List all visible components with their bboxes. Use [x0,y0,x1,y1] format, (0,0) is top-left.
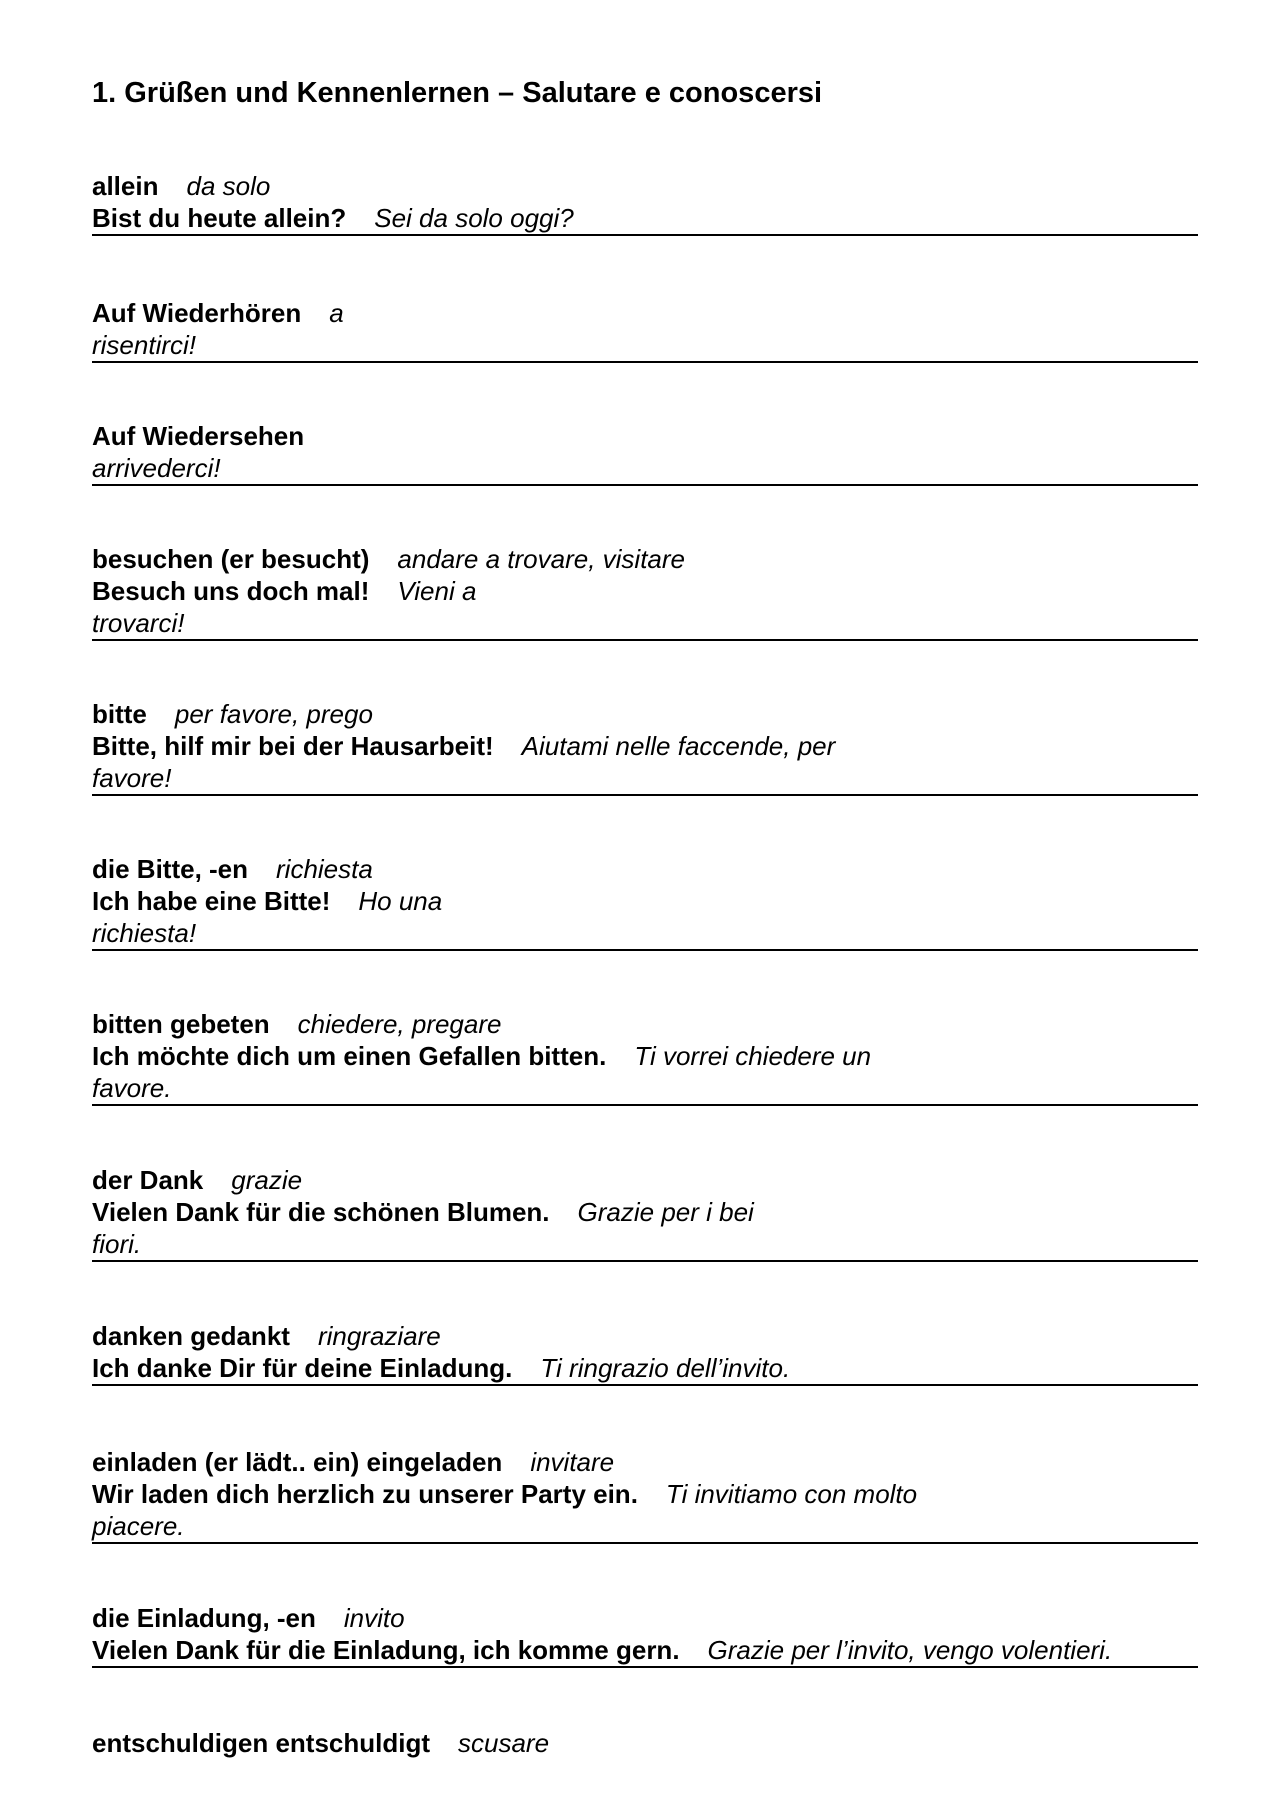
example-sentence: Besuch uns doch mal! [92,576,370,606]
example-sentence: Bist du heute allein? [92,203,347,233]
vocab-entry [92,853,1198,951]
example-translation: Vieni a [397,576,477,606]
example-sentence: Ich danke Dir für deine Einladung. [92,1353,513,1383]
headword-line [92,170,1198,202]
headword-line [92,698,1198,730]
headword-translation: da solo [186,171,271,201]
vocab-entry [92,297,1198,363]
headword-translation: invito [343,1603,405,1633]
example-translation: Ti vorrei chiedere un [634,1041,872,1071]
headword: entschuldigen entschuldigt [92,1728,431,1758]
example-translation: Grazie per l’invito, vengo volentieri. [707,1635,1113,1665]
vocab-entry [92,1446,1198,1544]
example-translation: Ti ringrazio dell’invito. [540,1353,791,1383]
headword: einladen (er lädt.. ein) eingeladen [92,1447,503,1477]
vocab-entry [92,1008,1198,1106]
headword-line [92,1008,1198,1040]
headword: der Dank [92,1165,204,1195]
page-title: 1. Grüßen und Kennenlernen – Salutare e conoscersi [92,77,823,109]
headword-translation: a [329,298,344,328]
example-translation: Ti invitiamo con molto [665,1479,918,1509]
headword-translation: ringraziare [317,1321,441,1351]
headword-line [92,853,1198,885]
headword-line [92,543,1198,575]
example-line [92,730,1198,762]
example-sentence: Vielen Dank für die schönen Blumen. [92,1197,550,1227]
headword-line [92,297,1198,329]
headword: Auf Wiedersehen [92,421,305,451]
headword: die Einladung, -en [92,1603,316,1633]
headword-translation: per favore, prego [174,699,373,729]
translation-continuation: favore. [92,1073,172,1103]
example-sentence: Vielen Dank für die Einladung, ich komme gern. [92,1635,680,1665]
headword-translation: grazie [231,1165,303,1195]
vocab-entry [92,698,1198,796]
vocab-entry [92,420,1198,486]
example-sentence: Ich möchte dich um einen Gefallen bitten. [92,1041,607,1071]
translation-continuation: richiesta! [92,918,197,948]
headword: bitte [92,699,147,729]
headword: danken gedankt [92,1321,290,1351]
example-sentence: Bitte, hilf mir bei der Hausarbeit! [92,731,494,761]
vocab-entry [92,1320,1198,1386]
headword: besuchen (er besucht) [92,544,370,574]
translation-continuation: fiori. [92,1229,142,1259]
headword-translation: andare a trovare, visitare [397,544,685,574]
vocab-entry [92,1727,1198,1759]
vocab-entry [92,1602,1198,1668]
example-line [92,1196,1198,1228]
headword-translation: richiesta [276,854,373,884]
headword: die Bitte, -en [92,854,249,884]
example-line [92,885,1198,917]
headword-line [92,1446,1198,1478]
headword-translation: invitare [530,1447,615,1477]
headword-translation: chiedere, pregare [297,1009,502,1039]
headword-line [92,1164,1198,1196]
headword-line [92,1602,1198,1634]
headword-line [92,1727,1198,1759]
headword: allein [92,171,159,201]
translation-continuation: piacere. [92,1511,185,1541]
translation-continuation: favore! [92,763,172,793]
translation-continuation: arrivederci! [92,453,221,483]
translation-continuation: risentirci! [92,330,197,360]
example-translation: Grazie per i bei [577,1197,754,1227]
vocab-entry [92,1164,1198,1262]
headword-translation: scusare [458,1728,550,1758]
example-line [92,575,1198,607]
translation-continuation: trovarci! [92,608,185,638]
example-sentence: Ich habe eine Bitte! [92,886,331,916]
headword: Auf Wiederhören [92,298,302,328]
example-line [92,1352,1198,1384]
headword: bitten gebeten [92,1009,270,1039]
headword-line [92,420,1198,452]
example-translation: Sei da solo oggi? [374,203,574,233]
example-sentence: Wir laden dich herzlich zu unserer Party ein. [92,1479,638,1509]
example-line [92,1040,1198,1072]
example-line [92,1634,1198,1666]
headword-line [92,1320,1198,1352]
example-line [92,1478,1198,1510]
vocab-entry [92,543,1198,641]
vocab-entry [92,170,1198,236]
example-line [92,202,1198,234]
example-translation: Aiutami nelle faccende, per [521,731,836,761]
example-translation: Ho una [358,886,443,916]
